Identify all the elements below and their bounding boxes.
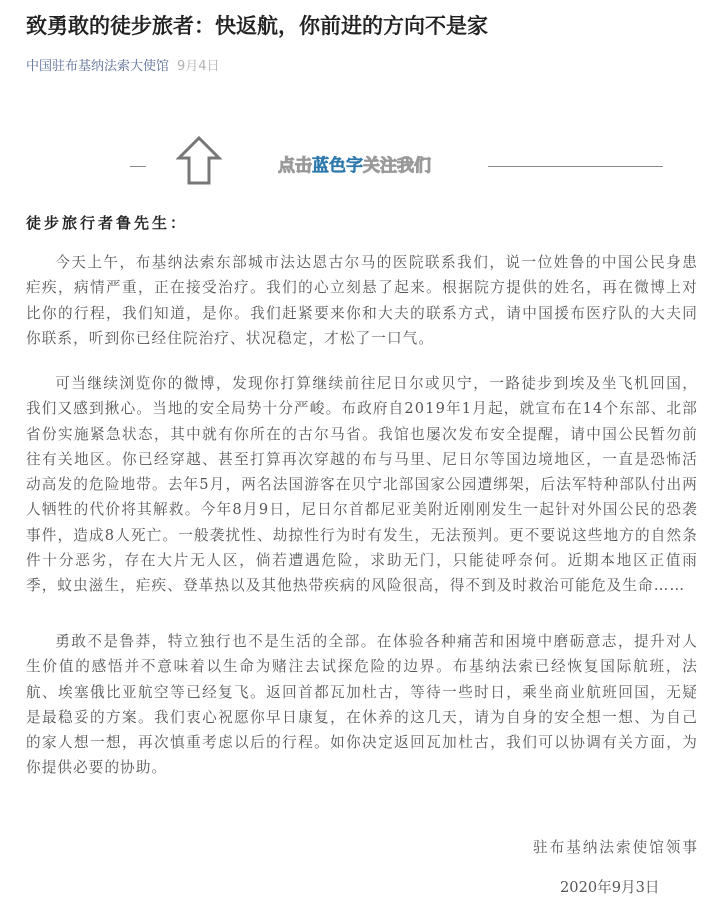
follow-text-blue: 蓝色字 [312, 156, 363, 176]
account-name-link[interactable]: 中国驻布基纳法索大使馆 [26, 59, 170, 74]
divider-line-left [130, 166, 146, 167]
letter-date: 2020年9月3日 [560, 879, 660, 896]
follow-text-part: 关注我们 [363, 156, 431, 176]
letter-salutation: 徒步旅行者鲁先生： [26, 214, 189, 232]
article-title: 致勇敢的徒步旅者：快返航，你前进的方向不是家 [26, 14, 488, 38]
article-meta [26, 55, 220, 74]
divider-line-right [488, 166, 663, 167]
letter-paragraph: 勇敢不是鲁莽，特立独行也不是生活的全部。在体验各种痛苦和困境中磨砺意志，提升对人生价值的感悟并不意味着以生命为赌注去试探危险的边界。布基纳法索已经恢复国际航班，法航、埃塞俄比亚航空等已经复飞。返回首都瓦加杜古，等待一些时日，乘坐商业航班回国，无疑是最稳妥的方案。我们衷心祝愿你早日康复，在休养的这几天，请为自身的安全想一想、为自己的家人想一想，再次慎重考虑以后的行程。如你决定返回瓦加杜古，我们可以协调有关方面，为你提供必要的协助。 [26, 633, 698, 777]
follow-us-banner[interactable] [278, 151, 431, 176]
letter-paragraph: 可当继续浏览你的微博，发现你打算继续前往尼日尔或贝宁，一路徒步到埃及坐飞机回国，我们又感到揪心。当地的安全局势十分严峻。布政府自2019年1月起，就宣布在14个东部、北部省份实施紧急状态，其中就有你所在的古尔马省。我馆也屡次发布安全提醒，请中国公民暂勿前往有关地区。你已经穿越、甚至打算再次穿越的布与马里、尼日尔等国边境地区，一直是恐怖活动高发的危险地带。去年5月，两名法国游客在贝宁北部国家公园遭绑架，后法军特种部队付出两人牺牲的代价将其解救。今年8月9日，尼日尔首都尼亚美附近刚刚发生一起针对外国公民的恐袭事件，造成8人死亡。一般袭扰性、劫掠性行为时有发生，无法预判。更不要说这些地方的自然条件十分恶劣，存在大片无人区，倘若遭遇危险，求助无门，只能徒呼奈何。近期本地区正值雨季，蚊虫滋生，疟疾、登革热以及其他热带疾病的风险很高，得不到及时救治可能危及生命…… [26, 375, 698, 595]
letter-signature: 驻布基纳法索使馆领事 [533, 839, 699, 856]
publish-date: 9月4日 [177, 59, 220, 74]
follow-text-part: 点击 [278, 156, 312, 176]
letter-paragraph: 今天上午，布基纳法索东部城市法达恩古尔马的医院联系我们，说一位姓鲁的中国公民身患疟疾，病情严重，正在接受治疗。我们的心立刻悬了起来。根据院方提供的姓名，再在微博上对比你的行程，我们知道，是你。我们赶紧要来你和大夫的联系方式，请中国援布医疗队的大夫同你联系，听到你已经住院治疗、状况稳定，才松了一口气。 [26, 254, 698, 347]
up-arrow-icon [176, 136, 222, 186]
